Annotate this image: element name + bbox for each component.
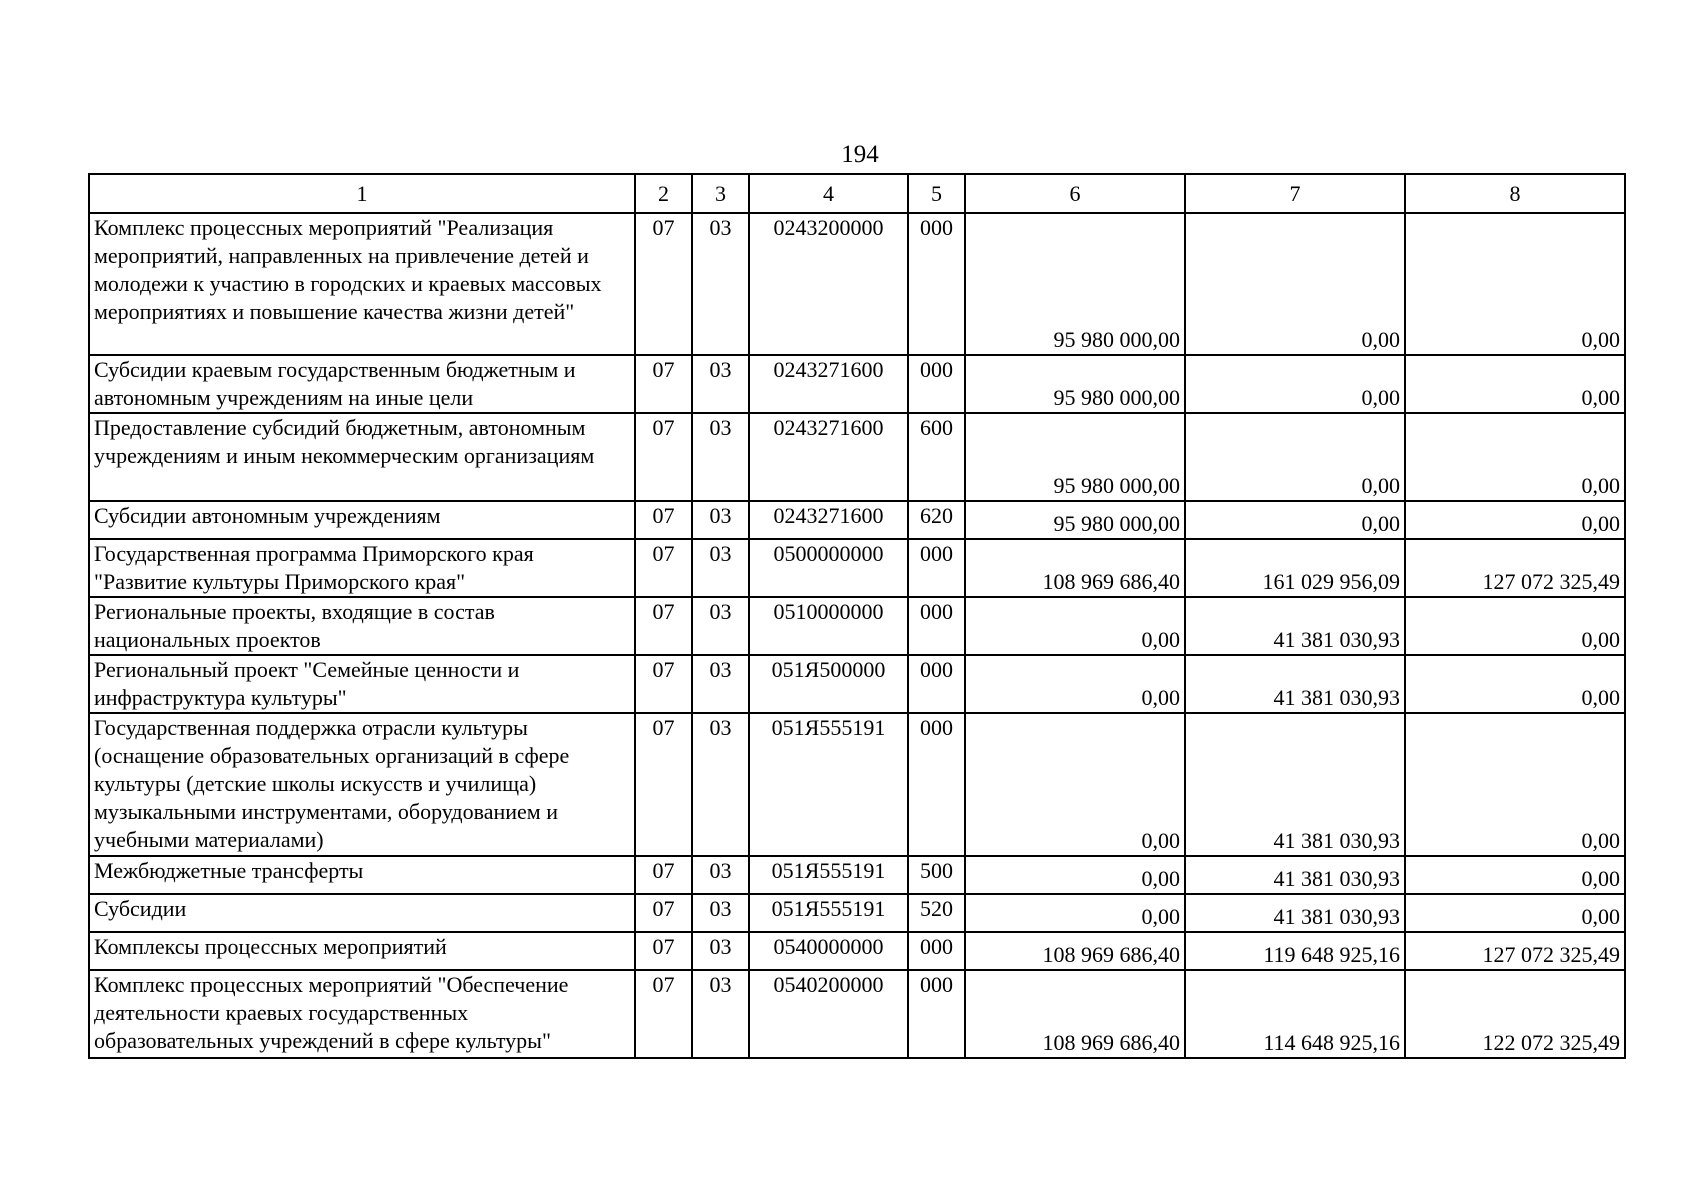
row-name: Региональные проекты, входящие в состав национальных проектов xyxy=(89,597,635,655)
subsection-code: 03 xyxy=(692,894,749,932)
subsection-code: 03 xyxy=(692,932,749,970)
subsection-code: 03 xyxy=(692,501,749,539)
table-row xyxy=(89,213,1625,355)
expense-type-code: 000 xyxy=(908,932,965,970)
amount-col-7: 0,00 xyxy=(1185,413,1405,501)
subsection-code: 03 xyxy=(692,655,749,713)
section-code: 07 xyxy=(635,213,692,355)
amount-col-6: 95 980 000,00 xyxy=(965,413,1185,501)
target-article-code: 0500000000 xyxy=(749,539,908,597)
amount-col-6: 108 969 686,40 xyxy=(965,970,1185,1058)
target-article-code: 051Я555191 xyxy=(749,894,908,932)
table-row xyxy=(89,413,1625,501)
column-header-4: 4 xyxy=(749,174,908,213)
expense-type-code: 520 xyxy=(908,894,965,932)
expense-type-code: 000 xyxy=(908,970,965,1058)
amount-col-8: 0,00 xyxy=(1405,856,1625,894)
subsection-code: 03 xyxy=(692,713,749,856)
amount-col-6: 0,00 xyxy=(965,597,1185,655)
page-number: 194 xyxy=(841,141,879,168)
amount-col-8: 0,00 xyxy=(1405,413,1625,501)
expense-type-code: 600 xyxy=(908,413,965,501)
row-name: Государственная поддержка отрасли культуры (оснащение образовательных организаций в сфере культуры (детские школы искусств и училища) музыкальными инструментами, оборудованием и учебными материалами) xyxy=(89,713,635,856)
row-name: Межбюджетные трансферты xyxy=(89,856,635,894)
expense-type-code: 000 xyxy=(908,713,965,856)
amount-col-8: 127 072 325,49 xyxy=(1405,932,1625,970)
table-row xyxy=(89,713,1625,856)
amount-col-7: 161 029 956,09 xyxy=(1185,539,1405,597)
table-row xyxy=(89,655,1625,713)
section-code: 07 xyxy=(635,856,692,894)
target-article-code: 0243271600 xyxy=(749,501,908,539)
target-article-code: 0243271600 xyxy=(749,413,908,501)
table-row xyxy=(89,355,1625,413)
amount-col-8: 0,00 xyxy=(1405,655,1625,713)
amount-col-8: 0,00 xyxy=(1405,355,1625,413)
amount-col-6: 0,00 xyxy=(965,894,1185,932)
amount-col-7: 0,00 xyxy=(1185,355,1405,413)
amount-col-6: 108 969 686,40 xyxy=(965,932,1185,970)
amount-col-7: 41 381 030,93 xyxy=(1185,713,1405,856)
target-article-code: 0510000000 xyxy=(749,597,908,655)
section-code: 07 xyxy=(635,894,692,932)
row-name: Предоставление субсидий бюджетным, автономным учреждениям и иным некоммерческим организациям xyxy=(89,413,635,501)
amount-col-8: 0,00 xyxy=(1405,597,1625,655)
table-row xyxy=(89,932,1625,970)
expense-type-code: 000 xyxy=(908,655,965,713)
section-code: 07 xyxy=(635,539,692,597)
table-row xyxy=(89,856,1625,894)
column-header-2: 2 xyxy=(635,174,692,213)
column-header-5: 5 xyxy=(908,174,965,213)
target-article-code: 051Я555191 xyxy=(749,713,908,856)
subsection-code: 03 xyxy=(692,597,749,655)
target-article-code: 0243271600 xyxy=(749,355,908,413)
expense-type-code: 000 xyxy=(908,539,965,597)
budget-table xyxy=(88,173,1626,1059)
amount-col-6: 95 980 000,00 xyxy=(965,501,1185,539)
subsection-code: 03 xyxy=(692,856,749,894)
expense-type-code: 620 xyxy=(908,501,965,539)
subsection-code: 03 xyxy=(692,970,749,1058)
row-name: Государственная программа Приморского края "Развитие культуры Приморского края" xyxy=(89,539,635,597)
amount-col-7: 0,00 xyxy=(1185,501,1405,539)
amount-col-6: 0,00 xyxy=(965,856,1185,894)
expense-type-code: 000 xyxy=(908,213,965,355)
amount-col-8: 0,00 xyxy=(1405,713,1625,856)
expense-type-code: 000 xyxy=(908,355,965,413)
amount-col-7: 41 381 030,93 xyxy=(1185,655,1405,713)
column-header-3: 3 xyxy=(692,174,749,213)
target-article-code: 0540000000 xyxy=(749,932,908,970)
amount-col-8: 127 072 325,49 xyxy=(1405,539,1625,597)
row-name: Комплекс процессных мероприятий "Обеспечение деятельности краевых государственных образовательных учреждений в сфере культуры" xyxy=(89,970,635,1058)
subsection-code: 03 xyxy=(692,213,749,355)
row-name: Субсидии краевым государственным бюджетным и автономным учреждениям на иные цели xyxy=(89,355,635,413)
amount-col-6: 0,00 xyxy=(965,655,1185,713)
section-code: 07 xyxy=(635,413,692,501)
amount-col-6: 95 980 000,00 xyxy=(965,213,1185,355)
amount-col-7: 0,00 xyxy=(1185,213,1405,355)
section-code: 07 xyxy=(635,355,692,413)
row-name: Комплексы процессных мероприятий xyxy=(89,932,635,970)
amount-col-6: 0,00 xyxy=(965,713,1185,856)
target-article-code: 051Я500000 xyxy=(749,655,908,713)
section-code: 07 xyxy=(635,713,692,856)
subsection-code: 03 xyxy=(692,355,749,413)
row-name: Субсидии автономным учреждениям xyxy=(89,501,635,539)
expense-type-code: 500 xyxy=(908,856,965,894)
amount-col-8: 0,00 xyxy=(1405,894,1625,932)
amount-col-8: 122 072 325,49 xyxy=(1405,970,1625,1058)
column-header-8: 8 xyxy=(1405,174,1625,213)
column-header-6: 6 xyxy=(965,174,1185,213)
target-article-code: 0243200000 xyxy=(749,213,908,355)
section-code: 07 xyxy=(635,597,692,655)
expense-type-code: 000 xyxy=(908,597,965,655)
subsection-code: 03 xyxy=(692,413,749,501)
amount-col-7: 119 648 925,16 xyxy=(1185,932,1405,970)
amount-col-6: 95 980 000,00 xyxy=(965,355,1185,413)
section-code: 07 xyxy=(635,932,692,970)
column-header-1: 1 xyxy=(89,174,635,213)
amount-col-7: 41 381 030,93 xyxy=(1185,597,1405,655)
amount-col-8: 0,00 xyxy=(1405,213,1625,355)
header-row xyxy=(89,174,1625,213)
subsection-code: 03 xyxy=(692,539,749,597)
row-name: Региональный проект "Семейные ценности и инфраструктура культуры" xyxy=(89,655,635,713)
amount-col-7: 41 381 030,93 xyxy=(1185,894,1405,932)
table-row xyxy=(89,597,1625,655)
column-header-7: 7 xyxy=(1185,174,1405,213)
amount-col-7: 41 381 030,93 xyxy=(1185,856,1405,894)
table-row xyxy=(89,501,1625,539)
table-row xyxy=(89,894,1625,932)
row-name: Комплекс процессных мероприятий "Реализация мероприятий, направленных на привлечение детей и молодежи к участию в городских и краевых массовых мероприятиях и повышение качества жизни детей" xyxy=(89,213,635,355)
row-name: Субсидии xyxy=(89,894,635,932)
amount-col-7: 114 648 925,16 xyxy=(1185,970,1405,1058)
table-row xyxy=(89,970,1625,1058)
table-row xyxy=(89,539,1625,597)
target-article-code: 0540200000 xyxy=(749,970,908,1058)
amount-col-8: 0,00 xyxy=(1405,501,1625,539)
section-code: 07 xyxy=(635,655,692,713)
target-article-code: 051Я555191 xyxy=(749,856,908,894)
amount-col-6: 108 969 686,40 xyxy=(965,539,1185,597)
section-code: 07 xyxy=(635,501,692,539)
section-code: 07 xyxy=(635,970,692,1058)
